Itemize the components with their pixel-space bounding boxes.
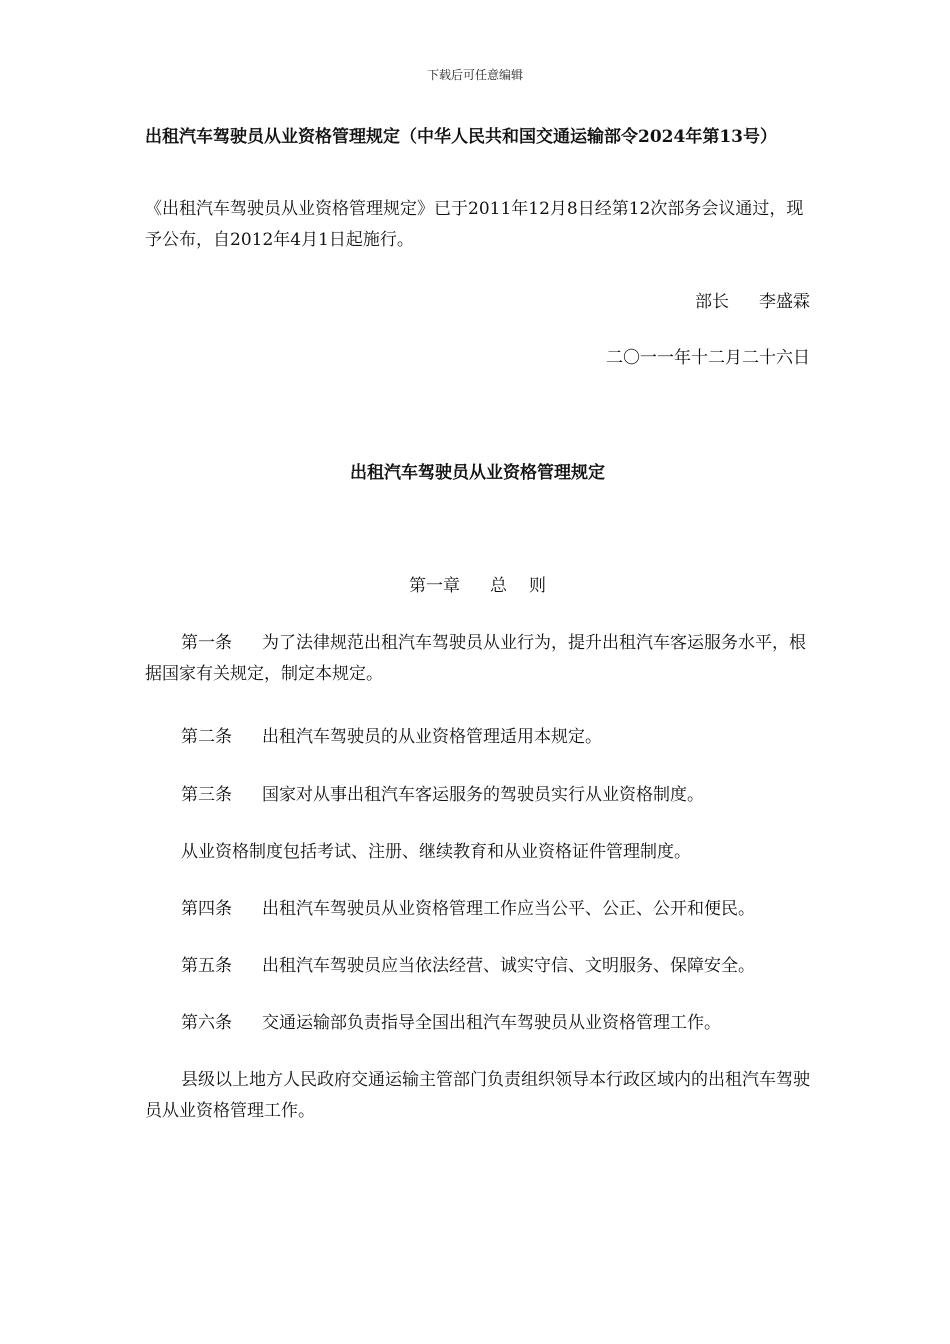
article-text: 从业资格制度包括考试、注册、继续教育和从业资格证件管理制度。 [181,842,691,862]
article-paragraph [145,722,810,753]
document-title: 出租汽车驾驶员从业资格管理规定（中华人民共和国交通运输部令2024年第13号） [145,127,777,147]
signature-name: 李盛霖 [759,292,810,312]
article-label: 第二条 [181,727,232,747]
article-text: 县级以上地方人民政府交通运输主管部门负责组织领导本行政区域内的出租汽车驾驶员从业资格管理工作。 [145,1070,810,1121]
article-text: 交通运输部负责指导全国出租汽车驾驶员从业资格管理工作。 [262,1013,721,1033]
article-label: 第五条 [181,956,232,976]
signature-line [145,287,810,318]
article-label: 第四条 [181,899,232,919]
article-paragraph [145,951,825,982]
intro-paragraph: 《出租汽车驾驶员从业资格管理规定》已于2011年12月8日经第12次部务会议通过，现予公布，自2012年4月1日起施行。 [145,199,804,250]
article-text: 出租汽车驾驶员的从业资格管理适用本规定。 [262,727,602,747]
article-paragraph [145,780,810,811]
signature-title: 部长 [695,292,729,312]
article-paragraph [145,1065,810,1127]
chapter-number: 第一章 [409,576,460,596]
article-text: 国家对从事出租汽车客运服务的驾驶员实行从业资格制度。 [262,785,704,805]
chapter-name-part1: 总 [490,576,507,596]
article-text: 为了法律规范出租汽车驾驶员从业行为，提升出租汽车客运服务水平，根据国家有关规定，制定本规定。 [145,633,806,684]
page-header: 下载后可任意编辑 [426,68,523,82]
chapter-name-part2: 则 [529,576,546,596]
article-label: 第六条 [181,1013,232,1033]
article-label: 第三条 [181,785,232,805]
article-paragraph [145,894,825,925]
article-paragraph [145,628,810,690]
article-label: 第一条 [181,633,232,653]
article-text: 出租汽车驾驶员应当依法经营、诚实守信、文明服务、保障安全。 [262,956,755,976]
chapter-heading [145,571,810,602]
article-text: 出租汽车驾驶员从业资格管理工作应当公平、公正、公开和便民。 [262,899,755,919]
article-paragraph [145,1008,810,1039]
article-paragraph [145,837,810,868]
regulation-title: 出租汽车驾驶员从业资格管理规定 [350,463,605,483]
issue-date: 二〇一一年十二月二十六日 [606,348,810,368]
